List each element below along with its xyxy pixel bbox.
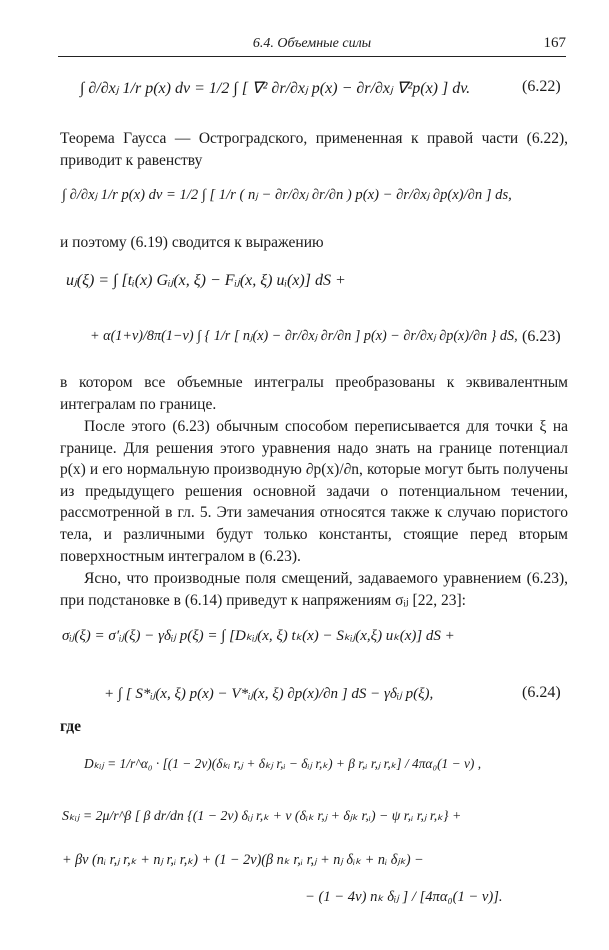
equation-s-kij-line1: Sₖᵢⱼ = 2μ/r^β [ β dr/dn {(1 − 2ν) δᵢⱼ r,ₖ + ν (δᵢₖ r,ⱼ + δⱼₖ r,ᵢ) − ψ r,ᵢ r,ⱼ r,ₖ} +	[62, 808, 462, 823]
equation-gauss: ∫ ∂/∂xⱼ 1/r p(x) dv = 1/2 ∫ [ 1/r ( nⱼ − ∂r/∂xⱼ ∂r/∂n ) p(x) − ∂r/∂xⱼ ∂p(x)/∂n ] ds,	[62, 187, 512, 203]
equation-number-6-22: (6.22)	[522, 78, 561, 95]
equation-6-22: ∫ ∂/∂xⱼ 1/r p(x) dv = 1/2 ∫ [ ∇² ∂r/∂xⱼ p(x) − ∂r/∂xⱼ ∇²p(x) ] dv.	[80, 80, 471, 97]
equation-number-6-23: (6.23)	[522, 328, 561, 345]
equation-s-kij-line2: + βν (nᵢ r,ⱼ r,ₖ + nⱼ r,ᵢ r,ₖ) + (1 − 2ν)(β nₖ r,ᵢ r,ⱼ + nⱼ δᵢₖ + nᵢ δⱼₖ) −	[62, 852, 424, 868]
running-header	[58, 34, 566, 57]
equation-6-23-line2: + α(1+ν)/8π(1−ν) ∫ { 1/r [ nⱼ(x) − ∂r/∂xⱼ ∂r/∂n ] p(x) − ∂r/∂xⱼ ∂p(x)/∂n } dS,	[90, 328, 518, 344]
paragraph-stresses: Ясно, что производные поля смещений, задаваемого уравнением (6.23), при подстановке в (6.14) приведут к напряжениям σᵢⱼ [22, 23]:	[60, 570, 568, 609]
equation-6-24-line1: σᵢⱼ(ξ) = σ′ᵢⱼ(ξ) − γδᵢⱼ p(ξ) = ∫ [Dₖᵢⱼ(x, ξ) tₖ(x) − Sₖᵢⱼ(x,ξ) uₖ(x)] dS +	[62, 628, 455, 644]
paragraph-boundary-point: После этого (6.23) обычным способом переписывается для точки ξ на границе. Для решения этого уравнения надо знать на границе потенциал p(x) и его нормальную производную ∂p(x)/∂n, которые могут быть получены из предыдущего решения основной задачи о потенциальном течении, рассмотренной в гл. 5. Эти замечания относятся также к случаю пористого тела, и различными будут только константы, стоящие перед вторым поверхностным интегралом в (6.23).	[60, 418, 568, 565]
paragraph-reduces: и поэтому (6.19) сводится к выражению	[60, 234, 324, 251]
equation-s-kij-line3: − (1 − 4ν) nₖ δᵢⱼ ] / [4πα₀(1 − ν)].	[305, 889, 503, 905]
equation-number-6-24: (6.24)	[522, 684, 561, 701]
paragraph-gauss: Теорема Гаусса — Остроградского, примененная к правой части (6.22), приводит к равенству	[60, 130, 568, 169]
label-where: где	[60, 718, 81, 735]
equation-6-23-line1: uⱼ(ξ) = ∫ [tᵢ(x) Gᵢⱼ(x, ξ) − Fᵢⱼ(x, ξ) uᵢ(x)] dS +	[66, 272, 346, 289]
paragraph-volume-integrals: в котором все объемные интегралы преобразованы к эквивалентным интегралам по границе.	[60, 374, 568, 413]
equation-d-kij: Dₖᵢⱼ = 1/r^α₀ · [(1 − 2ν)(δₖᵢ r,ⱼ + δₖⱼ r,ᵢ − δᵢⱼ r,ₖ) + β r,ᵢ r,ⱼ r,ₖ] / 4πα₀(1 − ν) ,	[84, 756, 482, 771]
equation-6-24-line2: + ∫ [ S*ᵢⱼ(x, ξ) p(x) − V*ᵢⱼ(x, ξ) ∂p(x)/∂n ] dS − γδᵢⱼ p(ξ),	[104, 686, 434, 702]
page-number: 167	[543, 35, 566, 51]
section-title: 6.4. Объемные силы	[252, 36, 372, 51]
